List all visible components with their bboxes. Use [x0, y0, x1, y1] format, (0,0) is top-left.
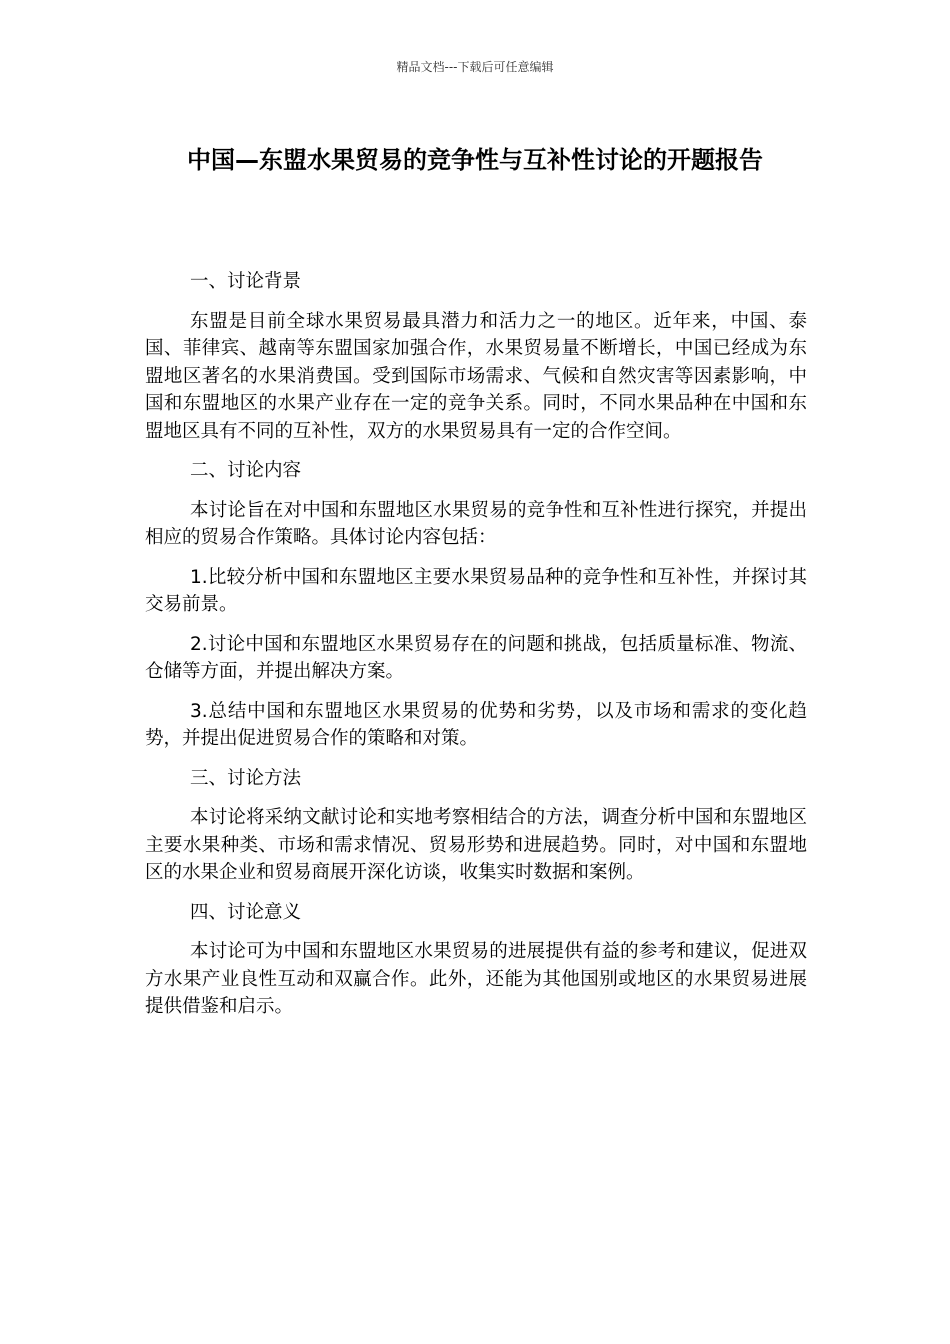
section-significance: [145, 899, 807, 1021]
document-body: [145, 268, 807, 1033]
paragraph: 本讨论可为中国和东盟地区水果贸易的进展提供有益的参考和建议，促进双方水果产业良性互动和双赢合作。此外，还能为其他国别或地区的水果贸易进展提供借鉴和启示。: [145, 941, 807, 1017]
paragraph: 本讨论旨在对中国和东盟地区水果贸易的竞争性和互补性进行探究，并提出相应的贸易合作策略。具体讨论内容包括：: [145, 499, 807, 548]
list-item: 1.比较分析中国和东盟地区主要水果贸易品种的竞争性和互补性，并探讨其交易前景。: [145, 566, 807, 615]
section-heading: 一、讨论背景: [190, 271, 302, 292]
section-heading: 四、讨论意义: [190, 901, 302, 923]
section-background: [145, 268, 807, 445]
header-note: 精品文档---下载后可任意编辑: [396, 60, 554, 74]
section-method: [145, 765, 807, 887]
list-item: 3.总结中国和东盟地区水果贸易的优势和劣势，以及市场和需求的变化趋势，并提出促进贸易合作的策略和对策。: [145, 700, 807, 749]
section-heading: 二、讨论内容: [190, 460, 302, 481]
paragraph: 东盟是目前全球水果贸易最具潜力和活力之一的地区。近年来，中国、泰国、菲律宾、越南等东盟国家加强合作，水果贸易量不断增长，中国已经成为东盟地区著名的水果消费国。受到国际市场需求、气候和自然灾害等因素影响，中国和东盟地区的水果产业存在一定的竞争关系。同时，不同水果品种在中国和东盟地区具有不同的互补性，双方的水果贸易具有一定的合作空间。: [145, 310, 807, 442]
paragraph: 本讨论将采纳文献讨论和实地考察相结合的方法，调查分析中国和东盟地区主要水果种类、市场和需求情况、贸易形势和进展趋势。同时，对中国和东盟地区的水果企业和贸易商展开深化访谈，收集实时数据和案例。: [145, 807, 807, 883]
section-content: [145, 457, 807, 753]
document-title: 中国—东盟水果贸易的竞争性与互补性讨论的开题报告: [187, 146, 763, 174]
section-heading: 三、讨论方法: [190, 767, 302, 789]
list-item: 2.讨论中国和东盟地区水果贸易存在的问题和挑战，包括质量标准、物流、仓储等方面，并提出解决方案。: [145, 633, 807, 682]
